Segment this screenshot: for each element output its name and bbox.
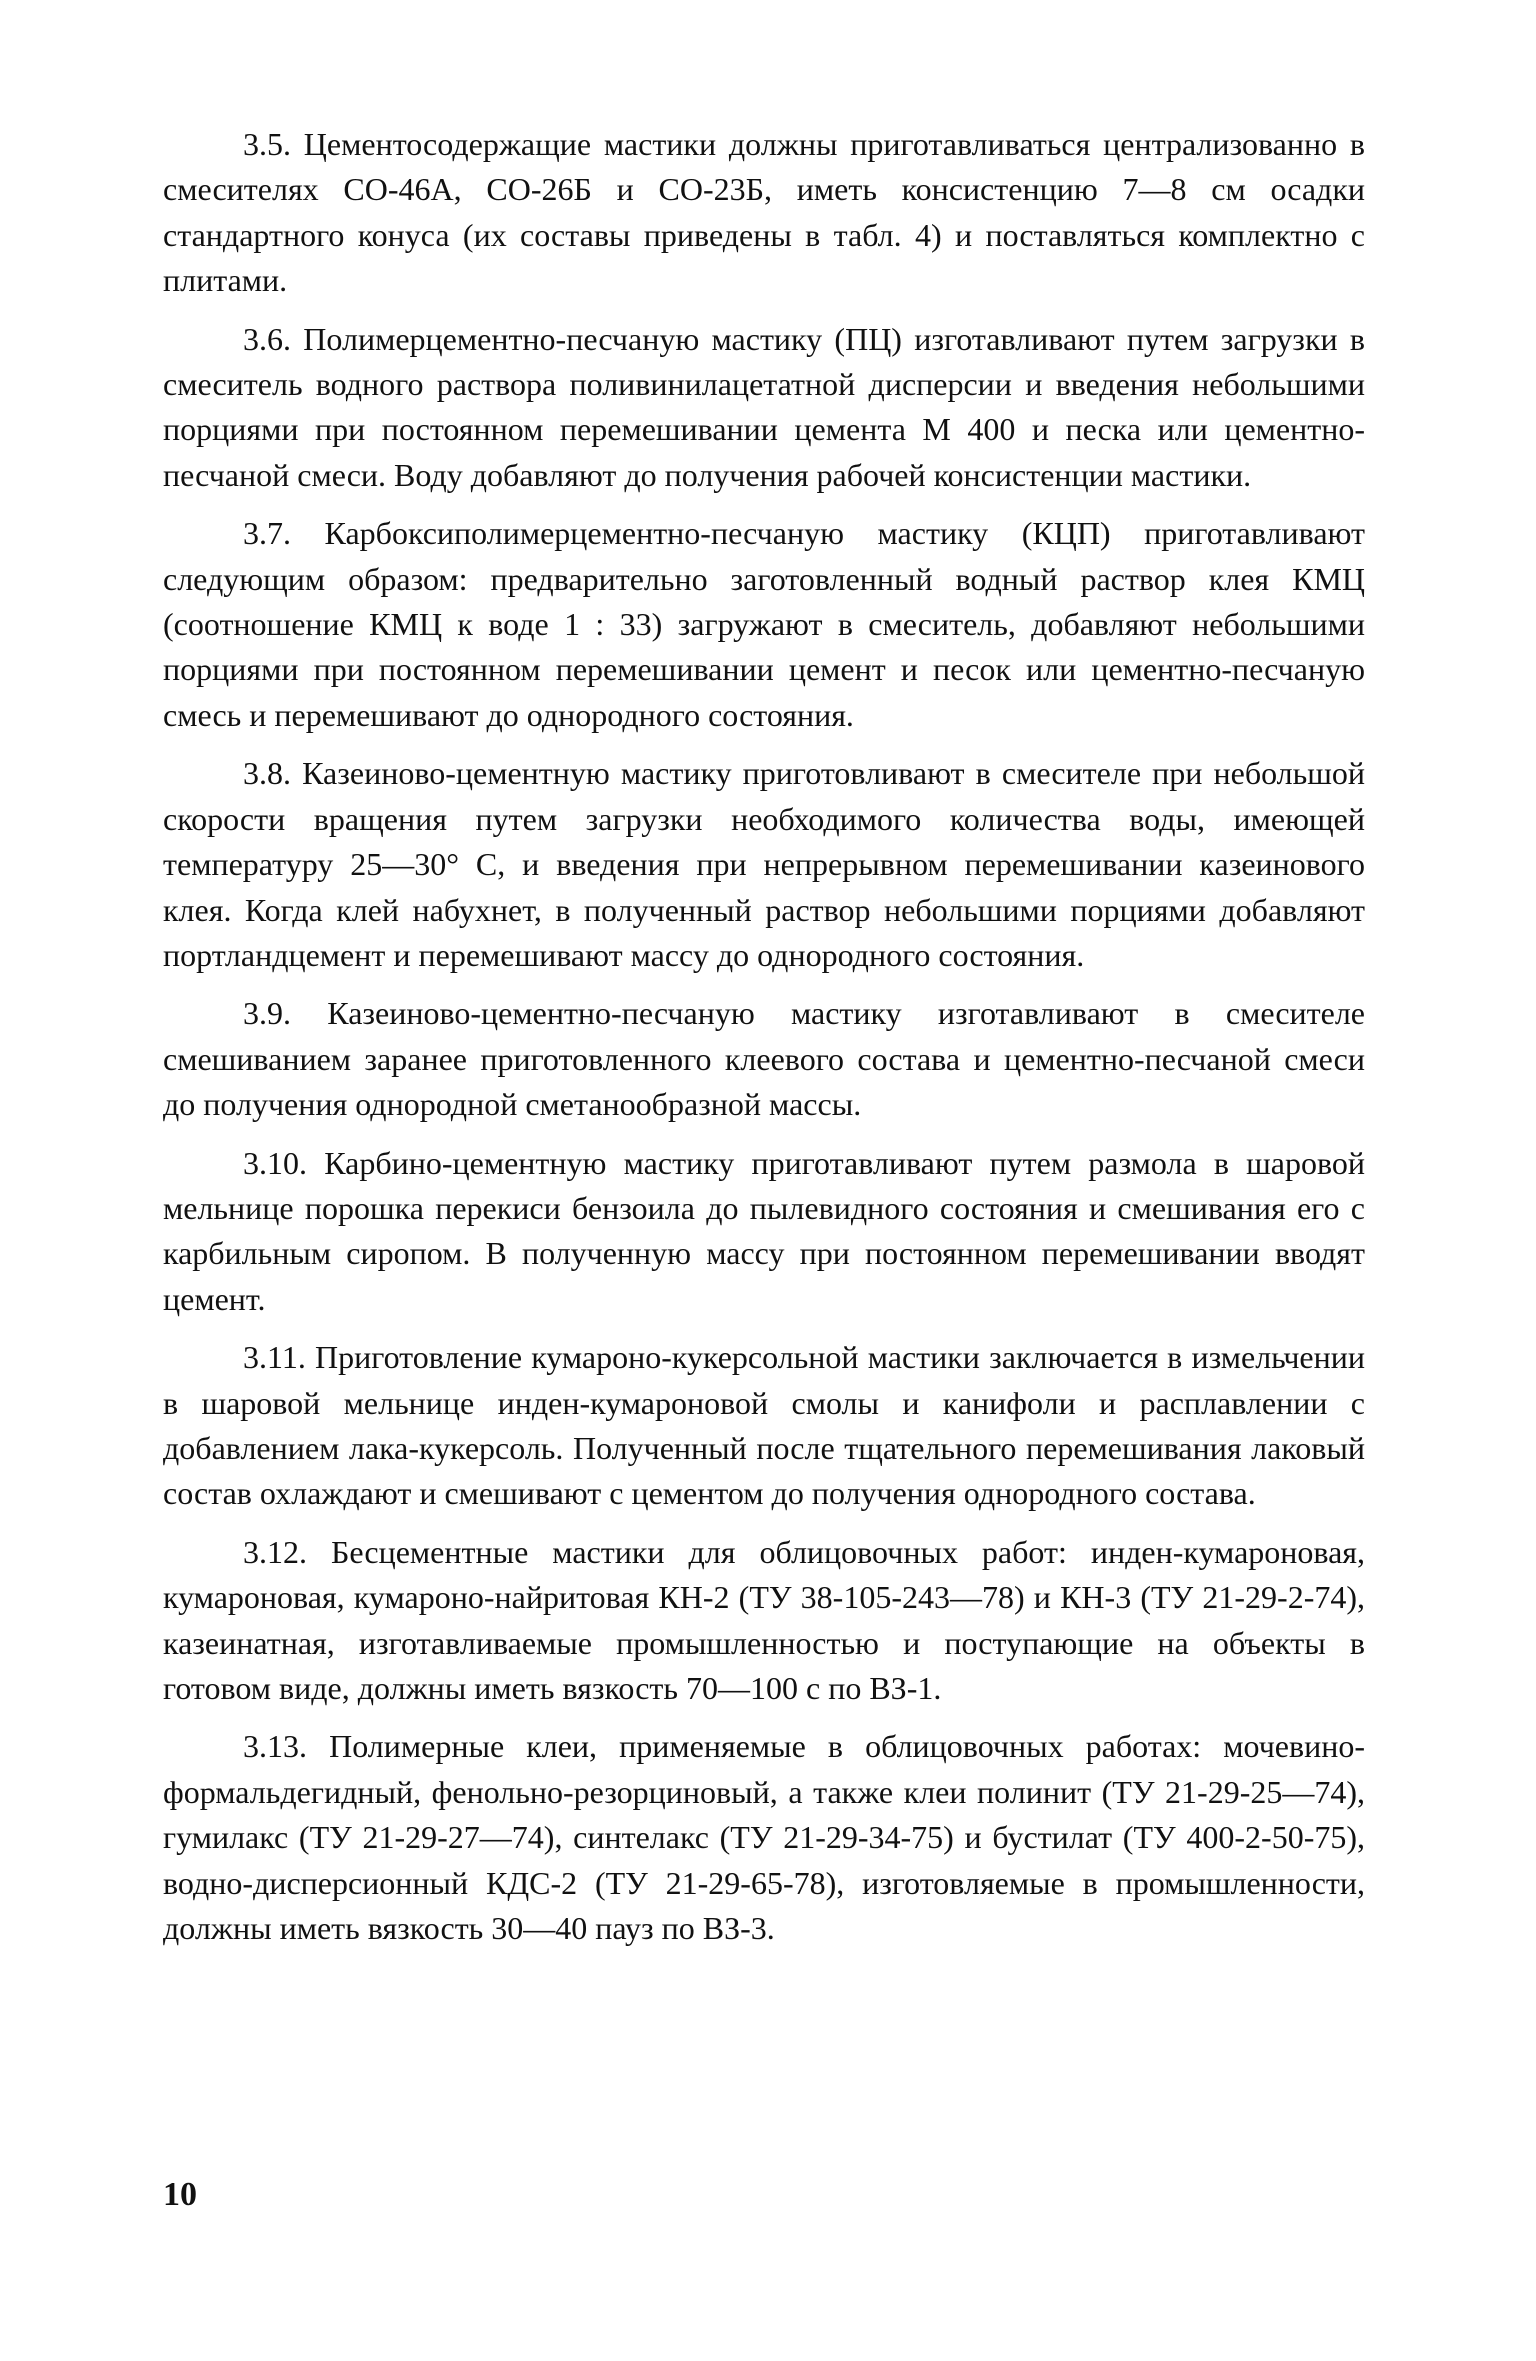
paragraph-3-6 bbox=[163, 317, 1365, 499]
paragraph-3-5 bbox=[163, 122, 1365, 304]
paragraph-text: Приготовление кумароно-кукерсольной мастики заключается в измельчении в шаровой мельнице инден-кумароновой смолы и канифоли и расплавлении с добавлением лака-кукерсоль. Полученный после тщательного перемешивания лаковый состав охлаждают и смешивают с цементом до получения однородного состава. bbox=[163, 1339, 1366, 1512]
paragraph-3-11 bbox=[163, 1335, 1365, 1517]
paragraph-text: Казеиново-цементно-песчаную мастику изготавливают в смесителе смешиванием заранее приготовленного клеевого состава и цементно-песчаной смеси до получения однородной сметанообразной массы. bbox=[163, 995, 1366, 1123]
paragraph-number: 3.6. bbox=[243, 320, 291, 357]
paragraph-number: 3.11. bbox=[243, 1339, 306, 1376]
paragraph-number: 3.7. bbox=[243, 515, 291, 552]
paragraph-text: Карбоксиполимерцементно-песчаную мастику (КЦП) приготавливают следующим образом: предварительно заготовленный водный раствор клея КМЦ (соотношение КМЦ к воде 1 : 33) загружают в смеситель, добавляют небольшими порциями при постоянном перемешивании цемент и песок или цементно-песчаную смесь и перемешивают до однородного состояния. bbox=[163, 515, 1365, 733]
paragraph-number: 3.5. bbox=[243, 126, 291, 162]
paragraph-3-12 bbox=[163, 1530, 1365, 1712]
paragraph-text: Бесцементные мастики для облицовочных работ: инден-кумароновая, кумароновая, кумароно-найритовая КН-2 (ТУ 38-105-243—78) и КН-3 (ТУ 21-29-2-74), казеинатная, изготавливаемые промышленностью и поступающие на объекты в готовом виде, должны иметь вязкость 70—100 с по ВЗ-1. bbox=[163, 1533, 1366, 1706]
paragraph-text: Полимерные клеи, применяемые в облицовочных работах: мочевино-формальдегидный, фенольно-резорциновый, а также клеи полинит (ТУ 21-29-25—74), гумилакс (ТУ 21-29-27—74), синтелакс (ТУ 21-29-34-75) и бустилат (ТУ 400-2-50-75), водно-дисперсионный КДС-2 (ТУ 21-29-65-78), изготовляемые в промышленности, должны иметь вязкость 30—40 пауз по ВЗ-3. bbox=[163, 1728, 1366, 1947]
paragraph-3-7 bbox=[163, 511, 1365, 738]
page-number: 10 bbox=[163, 2176, 197, 2213]
paragraph-text: Полимерцементно-песчаную мастику (ПЦ) изготавливают путем загрузки в смеситель водного раствора поливинилацетатной дисперсии и введения небольшими порциями при постоянном перемешивании цемента М 400 и песка или цементно-песчаной смеси. Воду добавляют до получения рабочей консистенции мастики. bbox=[163, 320, 1366, 493]
paragraph-number: 3.13. bbox=[243, 1728, 307, 1765]
body-text bbox=[163, 122, 1365, 1964]
paragraph-3-10 bbox=[163, 1141, 1365, 1323]
paragraph-number: 3.10. bbox=[243, 1144, 307, 1181]
paragraph-number: 3.8. bbox=[243, 755, 291, 792]
paragraph-text: Цементосодержащие мастики должны приготавливаться централизованно в смесителях СО-46А, СО-26Б и СО-23Б, иметь консистенцию 7—8 см осадки стандартного конуса (их составы приведены в табл. 4) и поставляться комплектно с плитами. bbox=[163, 126, 1366, 299]
paragraph-3-8 bbox=[163, 751, 1365, 978]
paragraph-3-13 bbox=[163, 1724, 1365, 1951]
paragraph-number: 3.12. bbox=[243, 1533, 307, 1570]
paragraph-3-9 bbox=[163, 991, 1365, 1127]
paragraph-number: 3.9. bbox=[243, 995, 291, 1032]
paragraph-text: Карбино-цементную мастику приготавливают путем размола в шаровой мельнице порошка перекиси бензоила до пылевидного состояния и смешивания его с карбильным сиропом. В полученную массу при постоянном перемешивании вводят цемент. bbox=[163, 1144, 1366, 1317]
paragraph-text: Казеиново-цементную мастику приготовливают в смесителе при небольшой скорости вращения путем загрузки необходимого количества воды, имеющей температуру 25—30° С, и введения при непрерывном перемешивании казеинового клея. Когда клей набухнет, в полученный раствор небольшими порциями добавляют портландцемент и перемешивают массу до однородного состояния. bbox=[163, 755, 1366, 973]
